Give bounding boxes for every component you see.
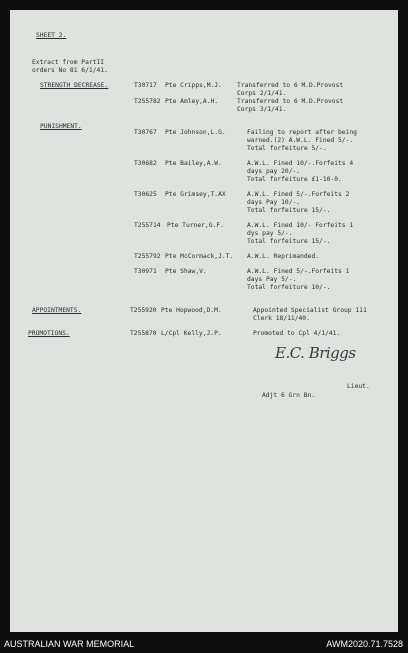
- punishment-entry-1-line-3: Total forfeiture 5/-.: [247, 145, 327, 152]
- signatory-rank: Lieut.: [347, 383, 370, 390]
- punishment-entry-1-line-1: Failing to report after being: [247, 129, 357, 136]
- document-sheet: [10, 10, 398, 632]
- punishment-entry-3-line-2: days Pay 10/-.: [247, 199, 301, 206]
- extract-line-2: orders No 81 6/1/41.: [32, 67, 108, 74]
- sheet-number: SHEET 2.: [36, 32, 67, 39]
- appointments-number: T255920: [130, 307, 157, 314]
- punishment-entry-6-number: T30971: [134, 268, 157, 275]
- promotions-label: PROMOTIONS.: [28, 330, 70, 337]
- strength-decrease-label: STRENGTH DECREASE.: [40, 82, 109, 89]
- punishment-entry-1-name: Pte Johnson,L.G.: [165, 129, 226, 136]
- punishment-entry-5-name: Pte McCormack,J.T.: [165, 253, 234, 260]
- appointments-line-1: Appointed Specialist Group 111: [253, 307, 367, 314]
- punishment-entry-3-line-1: A.W.L. Fined 5/-.Forfeits 2: [247, 191, 350, 198]
- punishment-entry-6-line-1: A.W.L. Fined 5/-.Forfeits 1: [247, 268, 350, 275]
- strength-entry-1-line-2: Corps 2/1/41.: [237, 90, 287, 97]
- punishment-entry-1-line-2: warned.(2) A.W.L. Fined 5/-.: [247, 137, 354, 144]
- punishment-entry-4-line-2: dys pay 5/-.: [247, 230, 293, 237]
- strength-entry-1-number: T30717: [134, 82, 157, 89]
- promotions-name: L/Cpl Kelly,J.P.: [161, 330, 222, 337]
- handwritten-signature: E.C. Briggs: [275, 344, 356, 362]
- punishment-entry-2-line-1: A.W.L. Fined 10/-.Forfeits 4: [247, 160, 354, 167]
- strength-entry-2-name: Pte Amley,A.H.: [165, 98, 219, 105]
- punishment-entry-3-number: T30625: [134, 191, 157, 198]
- footer-accession-number: AWM2020.71.7528: [326, 639, 403, 649]
- punishment-entry-4-line-1: A.W.L. Fined 10/- Forfeits 1: [247, 222, 354, 229]
- footer-bar: [0, 634, 408, 653]
- punishment-entry-6-line-3: Total forfeiture 10/-.: [247, 284, 331, 291]
- punishment-entry-3-line-3: Total forfeiture 15/-.: [247, 207, 331, 214]
- punishment-entry-2-name: Pte Bailey,A.W.: [165, 160, 222, 167]
- strength-entry-1-line-1: Transferred to 6 M.D.Provost: [237, 82, 344, 89]
- promotions-line-1: Promoted to Cpl 4/1/41.: [253, 330, 341, 337]
- punishment-entry-3-name: Pte Grimsey,T.AX: [165, 191, 226, 198]
- punishment-entry-6-name: Pte Shaw,V.: [165, 268, 207, 275]
- strength-entry-2-number: T255782: [134, 98, 161, 105]
- punishment-entry-6-line-2: days Pay 5/-.: [247, 276, 297, 283]
- appointments-label: APPOINTMENTS.: [32, 307, 82, 314]
- strength-entry-2-line-1: Transferred to 6 M.D.Provost: [237, 98, 344, 105]
- punishment-label: PUNISHMENT.: [40, 123, 82, 130]
- punishment-entry-1-number: T30767: [134, 129, 157, 136]
- punishment-entry-2-line-3: Total forfeiture £1-10-0.: [247, 176, 342, 183]
- extract-line-1: Extract from PartII: [32, 59, 105, 66]
- strength-entry-2-line-2: Corps 3/1/41.: [237, 106, 287, 113]
- punishment-entry-4-number: T255714: [134, 222, 161, 229]
- punishment-entry-2-line-2: days pay 20/-.: [247, 168, 301, 175]
- punishment-entry-5-line-1: A.W.L. Reprimanded.: [247, 253, 320, 260]
- footer-institution: AUSTRALIAN WAR MEMORIAL: [4, 639, 135, 649]
- promotions-number: T255870: [130, 330, 157, 337]
- punishment-entry-4-line-3: Total forfeiture 15/-.: [247, 238, 331, 245]
- appointments-line-2: Clerk 18/11/40.: [253, 315, 310, 322]
- signatory-title: Adjt 6 Grn Bn.: [262, 392, 316, 399]
- punishment-entry-5-number: T255792: [134, 253, 161, 260]
- punishment-entry-2-number: T30682: [134, 160, 157, 167]
- punishment-entry-4-name: Pte Turner,G.F.: [167, 222, 224, 229]
- strength-entry-1-name: Pte Cripps,M.J.: [165, 82, 222, 89]
- appointments-name: Pte Hopwood,D.M.: [161, 307, 222, 314]
